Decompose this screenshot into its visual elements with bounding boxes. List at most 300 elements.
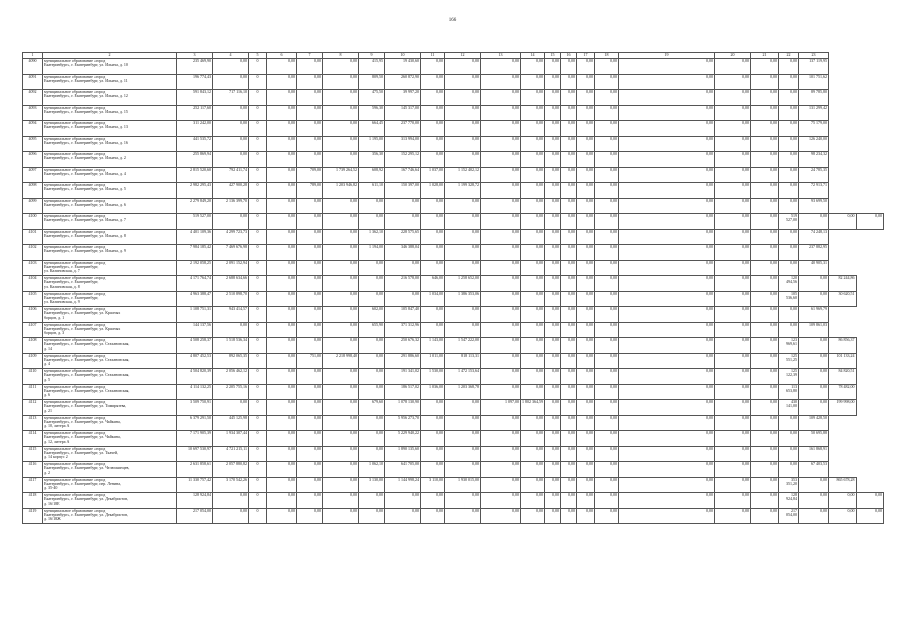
table-row <box>23 462 884 478</box>
value-cell: 0 <box>249 477 267 493</box>
value-cell: 0,00 <box>297 384 323 400</box>
value-cell: 0,00 <box>577 415 595 431</box>
column-number: 3 <box>177 53 213 59</box>
row-number: 4104 <box>23 276 43 292</box>
value-cell: 0,00 <box>619 462 715 478</box>
value-cell: 255 869,94 <box>177 152 213 168</box>
value-cell: 2 057 880,82 <box>213 462 249 478</box>
table-row <box>23 136 884 152</box>
value-cell: 0,00 <box>267 384 297 400</box>
value-cell: 0,00 <box>561 384 577 400</box>
value-cell: 0,00 <box>619 59 715 75</box>
value-cell: 75 179,00 <box>799 121 829 137</box>
value-cell: 131 299,42 <box>799 105 829 121</box>
value-cell: 0,00 <box>619 508 715 524</box>
value-cell: 228 575,65 <box>385 229 421 245</box>
value-cell: 0,00 <box>297 369 323 385</box>
value-cell: 216 578,00 <box>385 276 421 292</box>
value-cell: 0,00 <box>715 136 751 152</box>
address-cell: муниципальное образование «город Екатеринбург», г. Екатеринбург, ул. Декабристов, д. 16/18Ж <box>43 508 177 524</box>
value-cell: 0,00 <box>595 59 619 75</box>
row-number: 4116 <box>23 462 43 478</box>
value-cell: 0,00 <box>715 59 751 75</box>
value-cell: 0,00 <box>359 260 385 276</box>
value-cell: 291 886,60 <box>385 353 421 369</box>
capital-repair-table <box>22 52 884 524</box>
value-cell: 0,00 <box>323 369 359 385</box>
value-cell: 0,00 <box>779 136 799 152</box>
value-cell: 0,00 <box>545 74 561 90</box>
value-cell: 0,00 <box>799 477 829 493</box>
value-cell: 1 890 135,60 <box>385 446 421 462</box>
value-cell: 2 510 898,70 <box>213 291 249 307</box>
value-cell: 0,00 <box>545 167 561 183</box>
column-number: 14 <box>521 53 545 59</box>
value-cell: 0,00 <box>619 214 715 230</box>
table-row <box>23 214 884 230</box>
value-cell: 196 774,43 <box>177 74 213 90</box>
value-cell: 0,00 <box>715 291 751 307</box>
value-cell: 0,00 <box>577 152 595 168</box>
value-cell: 0,00 <box>521 229 545 245</box>
value-cell: 0,00 <box>421 105 445 121</box>
value-cell: 235 469,90 <box>177 59 213 75</box>
value-cell: 0,00 <box>213 136 249 152</box>
value-cell: 0 <box>249 446 267 462</box>
value-cell: 0,00 <box>751 121 779 137</box>
value-cell: 123 969,61 <box>779 338 799 354</box>
value-cell: 0,00 <box>779 152 799 168</box>
value-cell: 0,00 <box>751 307 779 323</box>
value-cell: 0,00 <box>561 353 577 369</box>
value-cell: 0,00 <box>213 121 249 137</box>
value-cell: 0,00 <box>751 462 779 478</box>
value-cell: 0,00 <box>297 121 323 137</box>
value-cell: 199 998,00 <box>829 400 857 416</box>
value-cell: 0,00 <box>323 291 359 307</box>
value-cell: 1 930 015,00 <box>445 477 481 493</box>
value-cell: 1 203 946,82 <box>323 183 359 199</box>
value-cell: 0,00 <box>577 322 595 338</box>
value-cell: 0,00 <box>751 384 779 400</box>
value-cell: 0 <box>249 260 267 276</box>
value-cell: 0,00 <box>545 369 561 385</box>
value-cell: 0,00 <box>421 322 445 338</box>
value-cell: 0,00 <box>521 369 545 385</box>
value-cell: 0,00 <box>421 90 445 106</box>
value-cell: 0,00 <box>577 245 595 261</box>
value-cell: 1 037,00 <box>421 167 445 183</box>
value-cell: 0,00 <box>297 74 323 90</box>
value-cell: 0,00 <box>751 59 779 75</box>
value-cell: 0,00 <box>595 229 619 245</box>
value-cell: 0,00 <box>595 291 619 307</box>
value-cell: 67 403,53 <box>799 462 829 478</box>
value-cell: 1 028,00 <box>421 183 445 199</box>
value-cell: 0,00 <box>385 214 421 230</box>
address-cell: муниципальное образование «город Екатеринбург», г. Екатеринбург, ул. Ильича, д. 16 <box>43 136 177 152</box>
value-cell: 0,00 <box>595 446 619 462</box>
value-cell: 0,00 <box>715 400 751 416</box>
value-cell: 0,00 <box>359 431 385 447</box>
table-row <box>23 477 884 493</box>
value-cell: 6 379 291,50 <box>177 415 213 431</box>
value-cell: 1 036,00 <box>421 384 445 400</box>
value-cell: 519 527,00 <box>177 214 213 230</box>
value-cell: 0,00 <box>445 508 481 524</box>
value-cell: 792 411,74 <box>213 167 249 183</box>
value-cell: 0,00 <box>715 260 751 276</box>
value-cell: 0,00 <box>751 446 779 462</box>
value-cell: 0,00 <box>521 338 545 354</box>
value-cell: 50 695,88 <box>799 431 829 447</box>
column-number: 11 <box>421 53 445 59</box>
row-number: 4091 <box>23 74 43 90</box>
address-cell: муниципальное образование «город Екатеринбург», г. Екатеринбург, ул. Ильича, д. 10 <box>43 59 177 75</box>
value-cell: 0,00 <box>213 400 249 416</box>
address-cell: муниципальное образование «город Екатеринбург», г. Екатеринбург, ул. Калиновская, д. 8 <box>43 276 177 292</box>
value-cell: 0,00 <box>715 493 751 509</box>
value-cell: 0,00 <box>595 369 619 385</box>
value-cell: 0,00 <box>481 384 521 400</box>
value-cell: 0,00 <box>799 214 829 230</box>
value-cell: 0,00 <box>619 415 715 431</box>
value-cell: 679,60 <box>359 400 385 416</box>
table-row <box>23 415 884 431</box>
value-cell: 430 141,00 <box>779 400 799 416</box>
value-cell: 0,00 <box>481 198 521 214</box>
value-cell: 0,00 <box>481 121 521 137</box>
value-cell: 0,00 <box>521 384 545 400</box>
value-cell: 0,00 <box>561 493 577 509</box>
value-cell: 0,00 <box>421 214 445 230</box>
value-cell: 356,30 <box>359 152 385 168</box>
table-row <box>23 74 884 90</box>
value-cell: 105 536,60 <box>779 291 799 307</box>
value-cell: 0,00 <box>751 214 779 230</box>
value-cell: 0,00 <box>715 121 751 137</box>
column-number: 17 <box>577 53 595 59</box>
value-cell: 0,00 <box>359 276 385 292</box>
value-cell: 0,00 <box>297 214 323 230</box>
value-cell: 0,00 <box>545 59 561 75</box>
value-cell: 0,00 <box>267 307 297 323</box>
row-number: 4112 <box>23 400 43 416</box>
value-cell: 0,00 <box>267 198 297 214</box>
value-cell: 427 900,28 <box>213 183 249 199</box>
value-cell: 0,00 <box>779 90 799 106</box>
row-number: 4101 <box>23 229 43 245</box>
value-cell: 0,00 <box>385 291 421 307</box>
value-cell: 161 868,91 <box>799 446 829 462</box>
value-cell: 0,00 <box>481 214 521 230</box>
address-cell: муниципальное образование «город Екатеринбург», г. Екатеринбург, ул. Ильича, д. 6 <box>43 198 177 214</box>
value-cell: 0 <box>249 307 267 323</box>
value-cell: 0,00 <box>561 338 577 354</box>
value-cell: 0,00 <box>445 214 481 230</box>
value-cell: 86 856,37 <box>829 338 857 354</box>
value-cell: 0,00 <box>751 229 779 245</box>
value-cell: 0,00 <box>297 307 323 323</box>
table-row <box>23 431 884 447</box>
value-cell: 2 136 399,70 <box>213 198 249 214</box>
value-cell: 0,00 <box>267 493 297 509</box>
value-cell: 943 414,57 <box>213 307 249 323</box>
value-cell: 72 913,71 <box>799 183 829 199</box>
value-cell: 0,00 <box>323 90 359 106</box>
value-cell: 0,00 <box>595 353 619 369</box>
value-cell: 0 <box>249 276 267 292</box>
value-cell: 89 785,80 <box>799 90 829 106</box>
value-cell: 0,00 <box>323 446 359 462</box>
value-cell: 0,00 <box>619 493 715 509</box>
value-cell: 646,00 <box>421 276 445 292</box>
value-cell: 1 097,00 <box>481 400 521 416</box>
address-cell: муниципальное образование «город Екатеринбург», г. Екатеринбург, ул. Ильича, д. 7 <box>43 214 177 230</box>
value-cell: 0,00 <box>521 307 545 323</box>
value-cell: 0,00 <box>619 400 715 416</box>
value-cell: 1 258 652,00 <box>445 276 481 292</box>
value-cell: 186 517,02 <box>385 384 421 400</box>
value-cell: 0,00 <box>595 400 619 416</box>
value-cell: 0,00 <box>619 152 715 168</box>
row-number: 4100 <box>23 214 43 230</box>
value-cell: 0,00 <box>213 152 249 168</box>
value-cell: 0,00 <box>421 462 445 478</box>
value-cell: 150 397,00 <box>385 183 421 199</box>
value-cell: 0,00 <box>297 508 323 524</box>
value-cell: 0,00 <box>267 59 297 75</box>
value-cell: 0,00 <box>421 431 445 447</box>
value-cell: 0,00 <box>421 229 445 245</box>
value-cell: 0 <box>249 214 267 230</box>
value-cell: 0,00 <box>421 136 445 152</box>
value-cell: 0,00 <box>799 338 829 354</box>
row-number: 4106 <box>23 307 43 323</box>
value-cell: 260 872,90 <box>385 74 421 90</box>
value-cell: 0,00 <box>481 322 521 338</box>
value-cell: 0,00 <box>715 90 751 106</box>
value-cell: 0,00 <box>481 493 521 509</box>
table-body <box>23 53 884 524</box>
value-cell: 0,00 <box>521 508 545 524</box>
table-row <box>23 322 884 338</box>
value-cell: 0 <box>249 431 267 447</box>
value-cell: 0,00 <box>751 152 779 168</box>
table-row <box>23 291 884 307</box>
address-cell: муниципальное образование «город Екатеринбург», г. Екатеринбург, ул. Тимирязева, д. 21 <box>43 400 177 416</box>
value-cell: 128 924,84 <box>177 493 213 509</box>
column-number: 4 <box>213 53 249 59</box>
value-cell: 0,00 <box>297 415 323 431</box>
value-cell: 0 <box>249 136 267 152</box>
address-cell: муниципальное образование «город Екатеринбург», г. Екатеринбург, ул. Ильича, д. 5 <box>43 183 177 199</box>
value-cell: 0,00 <box>481 276 521 292</box>
value-cell: 0,00 <box>619 322 715 338</box>
value-cell: 0,00 <box>751 245 779 261</box>
table-row <box>23 508 884 524</box>
value-cell: 0 <box>249 152 267 168</box>
value-cell: 1 739 264,52 <box>323 167 359 183</box>
value-cell: 0,00 <box>577 229 595 245</box>
value-cell: 0,00 <box>545 431 561 447</box>
value-cell: 1 078 130,90 <box>385 400 421 416</box>
value-cell: 0,00 <box>421 446 445 462</box>
value-cell: 3 170 542,26 <box>213 477 249 493</box>
value-cell: 1 386 353,06 <box>445 291 481 307</box>
row-number: 4095 <box>23 136 43 152</box>
value-cell: 313 994,00 <box>385 136 421 152</box>
value-cell: 0,00 <box>715 105 751 121</box>
value-cell: 0,00 <box>751 400 779 416</box>
value-cell: 0,00 <box>481 353 521 369</box>
value-cell: 0,00 <box>297 291 323 307</box>
value-cell: 0,00 <box>577 384 595 400</box>
row-number: 4097 <box>23 167 43 183</box>
value-cell: 0,00 <box>561 477 577 493</box>
address-cell: муниципальное образование «город Екатеринбург», г. Екатеринбург, ул. Калиновская, д. 7 <box>43 260 177 276</box>
value-cell: 4 807 452,53 <box>177 353 213 369</box>
value-cell: 0,00 <box>545 121 561 137</box>
value-cell: 0,00 <box>619 136 715 152</box>
value-cell: 191 341,02 <box>385 369 421 385</box>
value-cell: 0,00 <box>595 198 619 214</box>
value-cell: 0,00 <box>445 59 481 75</box>
value-cell: 0,00 <box>213 322 249 338</box>
value-cell: 0,00 <box>521 245 545 261</box>
value-cell: 1 530,00 <box>421 369 445 385</box>
column-number: 13 <box>481 53 521 59</box>
value-cell: 0,00 <box>779 446 799 462</box>
value-cell: 0,00 <box>521 152 545 168</box>
value-cell: 0,00 <box>359 493 385 509</box>
value-cell: 1 144 998,24 <box>385 477 421 493</box>
value-cell: 0,00 <box>267 462 297 478</box>
address-cell: муниципальное образование «город Екатеринбург», г. Екатеринбург, ул. Ильича, д. 4 <box>43 167 177 183</box>
column-number: 23 <box>799 53 829 59</box>
value-cell: 0,00 <box>595 105 619 121</box>
value-cell: 0,00 <box>481 431 521 447</box>
value-cell: 0,00 <box>577 400 595 416</box>
value-cell: 0,00 <box>323 400 359 416</box>
value-cell: 0,00 <box>521 462 545 478</box>
value-cell: 0,00 <box>751 276 779 292</box>
table-row <box>23 276 884 292</box>
value-cell: 0,00 <box>481 291 521 307</box>
value-cell: 0,00 <box>561 291 577 307</box>
value-cell: 0,00 <box>445 74 481 90</box>
value-cell: 0,00 <box>421 400 445 416</box>
value-cell: 0,00 <box>577 260 595 276</box>
value-cell: 0,00 <box>421 245 445 261</box>
value-cell: 0,00 <box>577 74 595 90</box>
value-cell: 0,00 <box>297 59 323 75</box>
column-number: 20 <box>715 53 751 59</box>
value-cell: 0,00 <box>751 431 779 447</box>
value-cell: 0,00 <box>751 338 779 354</box>
value-cell: 0,00 <box>779 198 799 214</box>
value-cell: 0,00 <box>323 260 359 276</box>
value-cell: 0,00 <box>545 136 561 152</box>
value-cell: 0,00 <box>445 90 481 106</box>
value-cell: 0,00 <box>715 446 751 462</box>
row-number: 4096 <box>23 152 43 168</box>
value-cell: 0,00 <box>445 431 481 447</box>
value-cell: 0,00 <box>267 183 297 199</box>
value-cell: 3 509 750,91 <box>177 400 213 416</box>
value-cell: 0 <box>249 198 267 214</box>
row-number: 4094 <box>23 121 43 137</box>
value-cell: 0,00 <box>577 136 595 152</box>
row-number: 4107 <box>23 322 43 338</box>
value-cell: 0,00 <box>267 136 297 152</box>
value-cell: 0,00 <box>715 152 751 168</box>
value-cell: 7 171 905,39 <box>177 431 213 447</box>
value-cell: 0,00 <box>323 74 359 90</box>
value-cell: 0,00 <box>323 508 359 524</box>
table-row <box>23 167 884 183</box>
table-row <box>23 245 884 261</box>
value-cell: 0,00 <box>323 214 359 230</box>
value-cell: 0,00 <box>521 477 545 493</box>
value-cell: 144 137,56 <box>177 322 213 338</box>
value-cell: 0 <box>249 245 267 261</box>
value-cell: 0,00 <box>545 229 561 245</box>
value-cell: 113 653,80 <box>779 384 799 400</box>
value-cell: 0,00 <box>297 493 323 509</box>
value-cell: 0,00 <box>779 74 799 90</box>
value-cell: 0,00 <box>715 353 751 369</box>
value-cell: 0,00 <box>297 446 323 462</box>
page-number: 166 <box>448 18 457 23</box>
value-cell: 0,00 <box>561 431 577 447</box>
value-cell: 0,00 <box>779 260 799 276</box>
value-cell: 0,00 <box>359 369 385 385</box>
value-cell: 0,00 <box>481 369 521 385</box>
value-cell: 0,00 <box>799 276 829 292</box>
value-cell: 2 192 058,25 <box>177 260 213 276</box>
value-cell: 0,00 <box>445 105 481 121</box>
value-cell: 98 234,32 <box>799 152 829 168</box>
row-number: 4119 <box>23 508 43 524</box>
value-cell: 237 770,00 <box>385 121 421 137</box>
value-cell: 0,00 <box>595 415 619 431</box>
value-cell: 0,00 <box>751 291 779 307</box>
value-cell: 611,10 <box>359 183 385 199</box>
value-cell: 0,00 <box>545 90 561 106</box>
value-cell: 0,00 <box>323 477 359 493</box>
value-cell: 0,00 <box>521 276 545 292</box>
value-cell: 0,00 <box>521 105 545 121</box>
value-cell: 19 430,60 <box>385 59 421 75</box>
value-cell: 0 <box>249 121 267 137</box>
value-cell: 0,00 <box>751 322 779 338</box>
address-cell: муниципальное образование «город Екатеринбург», г. Екатеринбург, ул. Стахановская, д. 5 <box>43 369 177 385</box>
table-row <box>23 90 884 106</box>
row-number: 4093 <box>23 105 43 121</box>
value-cell: 0,00 <box>595 260 619 276</box>
row-number: 4118 <box>23 493 43 509</box>
value-cell: 0,00 <box>421 415 445 431</box>
value-cell: 5 956 273,70 <box>385 415 421 431</box>
value-cell: 30 620,51 <box>829 291 857 307</box>
value-cell: 0,00 <box>213 493 249 509</box>
value-cell: 0,00 <box>577 198 595 214</box>
value-cell: 0,00 <box>779 322 799 338</box>
value-cell: 1 472 153,64 <box>445 369 481 385</box>
value-cell: 0,00 <box>715 307 751 323</box>
value-cell: 0,00 <box>715 431 751 447</box>
